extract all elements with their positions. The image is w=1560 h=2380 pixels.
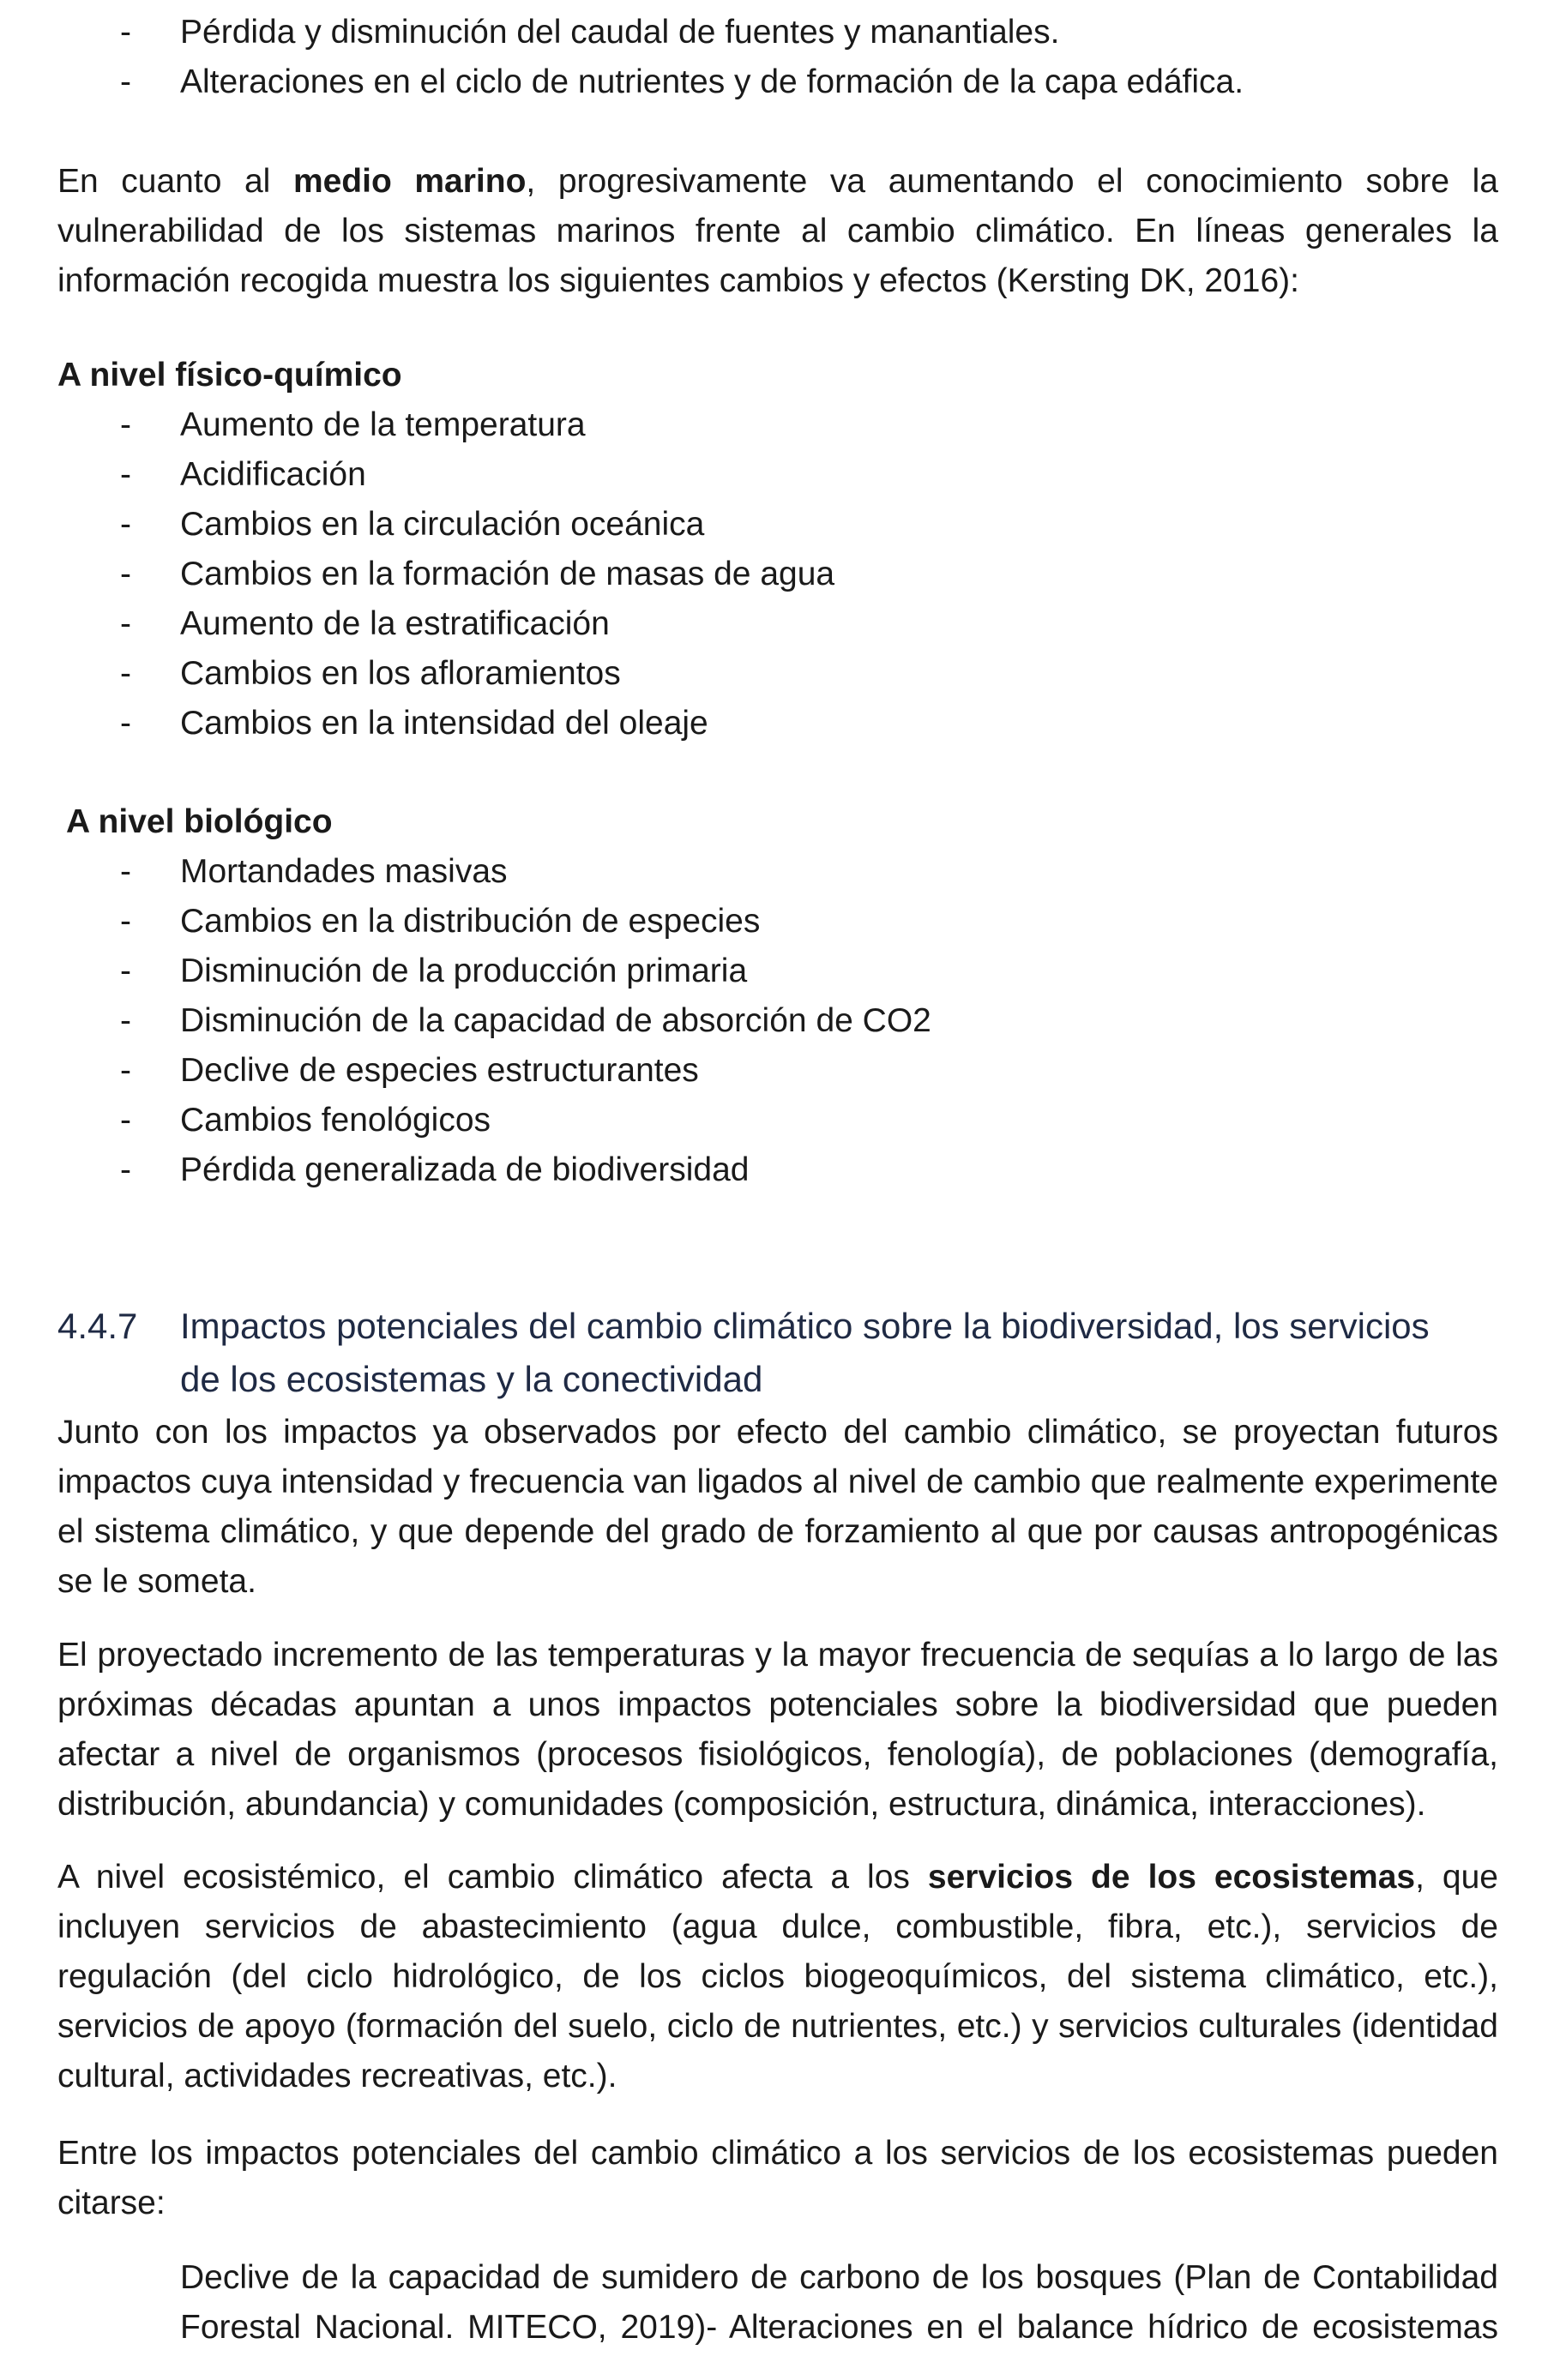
list-item: - Pérdida generalizada de biodiversidad xyxy=(57,1145,1498,1195)
physchem-heading: A nivel físico-químico xyxy=(57,357,402,394)
section-heading xyxy=(57,1300,1473,1406)
marine-paragraph: En cuanto al medio marino, progresivamente va aumentando el conocimiento sobre la vulnerabilidad de los sistemas marinos frente al cambio climático. En líneas generales la información recogida muestra los siguientes cambios y efectos (Kersting DK, 2016): xyxy=(57,163,1498,299)
dash-bullet: - xyxy=(120,14,131,51)
dash-bullet: - xyxy=(120,1052,131,1089)
dash-bullet: - xyxy=(120,605,131,642)
dash-bullet: - xyxy=(120,1102,131,1139)
list-item: - Acidificación xyxy=(57,450,1498,500)
list-item: - Disminución de la capacidad de absorción de CO2 xyxy=(57,996,1498,1046)
dash-bullet: - xyxy=(120,953,131,989)
paragraph-line: Declive de la capacidad de sumidero de carbono de los bosques (Plan de Contabilidad xyxy=(180,2259,1498,2296)
marine-emphasis: medio marino xyxy=(292,163,527,200)
paragraph-line: Forestal Nacional. MITECO, 2019)- Alteraciones en el balance hídrico de ecosistemas xyxy=(180,2309,1498,2346)
section-title: Impactos potenciales del cambio climático sobre la biodiversidad, los servicios de los ecosistemas y la conectividad xyxy=(180,1306,1430,1399)
list-item: - Cambios fenológicos xyxy=(57,1096,1498,1145)
dash-bullet: - xyxy=(120,456,131,493)
dash-bullet: - xyxy=(120,406,131,443)
section-number: 4.4.7 xyxy=(57,1306,138,1346)
list-item: - Cambios en la circulación oceánica xyxy=(57,500,1498,550)
ecosystem-services-paragraph: A nivel ecosistémico, el cambio climático afecta a los servicios de los ecosistemas, que incluyen servicios de abastecimiento (agua dulce, combustible, fibra, etc.), servicios de regulación (del ciclo hidrológico, de los ciclos biogeoquímicos, del sistema climático, etc.), servicios de apoyo (formación del suelo, ciclo de nutrientes, etc.) y servicios culturales (identidad cultural, actividades recreativas, etc.). xyxy=(57,1859,1498,2095)
body-paragraph: Entre los impactos potenciales del cambio climático a los servicios de los ecosistemas pueden citarse: xyxy=(57,2135,1498,2221)
body-paragraph: Junto con los impactos ya observados por efecto del cambio climático, se proyectan futuros impactos cuya intensidad y frecuencia van ligados al nivel de cambio que realmente experimente el sistema climático, y que depende del grado de forzamiento al que por causas antropogénicas se le someta. xyxy=(57,1414,1498,1600)
list-item: - Aumento de la estratificación xyxy=(57,599,1498,649)
dash-bullet: - xyxy=(120,903,131,940)
ecosystem-services-emphasis: servicios de los ecosistemas xyxy=(927,1859,1416,1896)
dash-bullet: - xyxy=(120,1002,131,1039)
list-item: - Declive de especies estructurantes xyxy=(57,1046,1498,1096)
physchem-list xyxy=(57,400,1498,748)
dash-bullet: - xyxy=(120,1151,131,1188)
list-item: - Mortandades masivas xyxy=(57,847,1498,897)
list-item: - Cambios en la distribución de especies xyxy=(57,897,1498,947)
bio-heading: A nivel biológico xyxy=(66,803,333,840)
list-item: - Disminución de la producción primaria xyxy=(57,947,1498,996)
body-paragraph: El proyectado incremento de las temperaturas y la mayor frecuencia de sequías a lo largo de las próximas décadas apuntan a unos impactos potenciales sobre la biodiversidad que pueden afectar a nivel de organismos (procesos fisiológicos, fenología), de poblaciones (demografía, distribución, abundancia) y comunidades (composición, estructura, dinámica, interacciones). xyxy=(57,1637,1498,1823)
dash-bullet: - xyxy=(120,655,131,692)
list-item: - Pérdida y disminución del caudal de fuentes y manantiales. xyxy=(57,8,1498,57)
indented-paragraph xyxy=(180,2253,1498,2353)
bio-list xyxy=(57,847,1498,1195)
list-item: - Aumento de la temperatura xyxy=(57,400,1498,450)
list-item: - Cambios en la intensidad del oleaje xyxy=(57,699,1498,748)
list-item: - Cambios en los afloramientos xyxy=(57,649,1498,699)
dash-bullet: - xyxy=(120,556,131,592)
list-item: - Cambios en la formación de masas de agua xyxy=(57,550,1498,599)
list-item: - Alteraciones en el ciclo de nutrientes y de formación de la capa edáfica. xyxy=(57,57,1498,107)
dash-bullet: - xyxy=(120,705,131,742)
dash-bullet: - xyxy=(120,506,131,543)
dash-bullet: - xyxy=(120,63,131,100)
top-bullet-list xyxy=(57,8,1498,107)
dash-bullet: - xyxy=(120,853,131,890)
